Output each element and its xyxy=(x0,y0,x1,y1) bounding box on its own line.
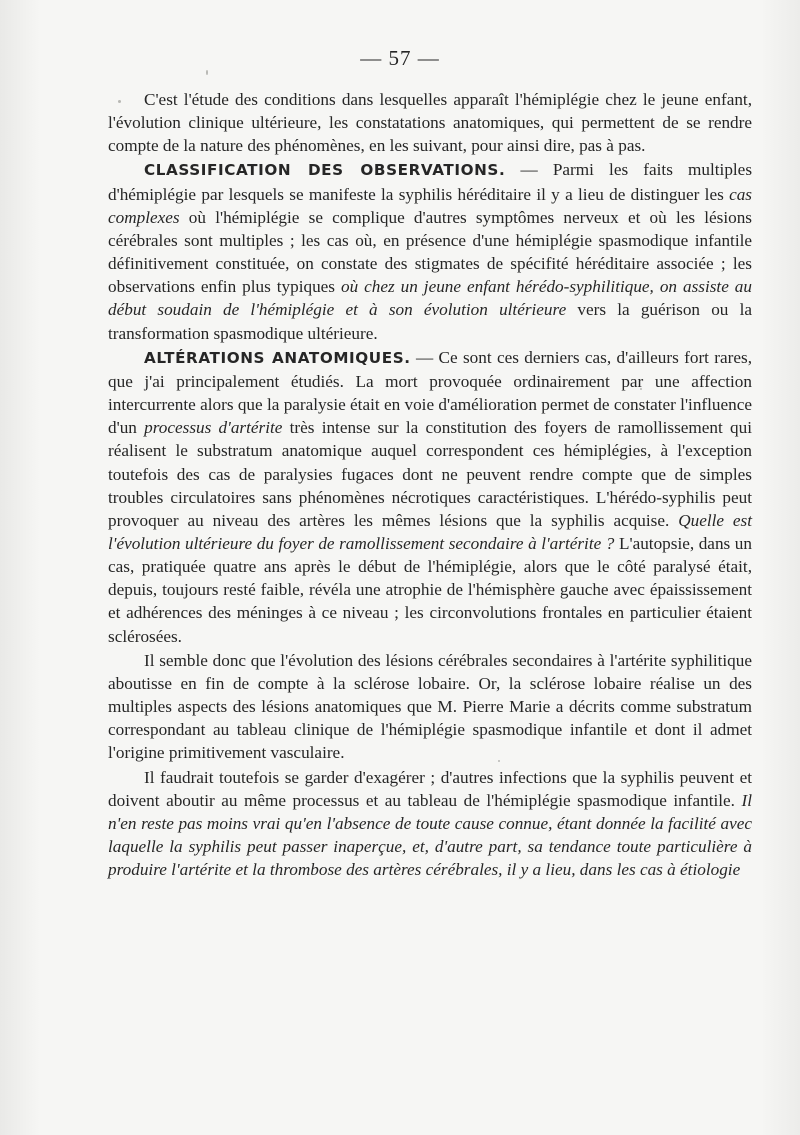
classification-text-3: vers la guérison ou la transformation spasmodique ultérieure. xyxy=(108,300,753,343)
section-heading-classification: CLASSIFICATION DES OBSERVATIONS. xyxy=(144,161,506,180)
classification-text-1: — Parmi les faits multiples d'hémiplégie par lesquels se manifeste la syphilis héréditaire il y a lieu de distinguer les xyxy=(108,160,753,204)
sclerose-text: Il semble donc que l'évolution des lésions cérébrales secondaires à l'artérite syphilitique aboutisse en fin de compte à la sclérose lobaire. Or, la sclérose lobaire réalise un des multiples aspects des lésions anatomiques que M. Pierre Marie a décrits comme substratum correspondant au tableau clinique de l'hémiplégie spasmodique infantile et dont il admet l'origine primitivement vasculaire. xyxy=(108,650,752,763)
section-heading-alterations: ALTÉRATIONS ANATOMIQUES. xyxy=(144,348,411,367)
paragraph-intro-text: C'est l'étude des conditions dans lesquelles apparaît l'hémiplégie chez le jeune enfant, l'évolution clinique ultérieure, les constatations anatomiques, qui permettent de se rendre compte de la nature des phénomènes, en les suivant, pour ainsi dire, pas à pas. xyxy=(108,90,752,156)
body-text xyxy=(108,88,752,881)
infections-italic-1: Il n'en reste pas moins vrai qu'en l'absence de toute cause connue, étant donnée la facilité avec laquelle la syphilis peut passer inaperçue, et, d'autre part, sa tendance toute particulière à produire l'artérite et la thrombose des artères cérébrales, il y a lieu, dans les cas à étiologie xyxy=(108,790,752,880)
classification-text-2: où l'hémiplégie se complique d'autres symptômes nerveux et où les lésions cérébrales sont multiples ; les cas où, en présence d'une hémiplégie spasmodique infantile définitivement constituée, on constate des stigmates de spécifité héréditaire associée ; les observations enfin plus typiques xyxy=(108,207,752,297)
alterations-text-3: L'autopsie, dans un cas, pratiquée quatre ans après le début de l'hémiplégie, alors que le côté paralysé était, depuis, toujours resté faible, révéla une atrophie de l'hémisphère gauche avec épaississement et adhérences des méninges à ce niveau ; les circonvolutions frontales en particulier étaient sclérosées. xyxy=(108,533,752,646)
alterations-text-2: très intense sur la constitution des foyers de ramollissement qui réalisent le substratum anatomique auquel correspondent ces hémiplégies, à l'exception toutefois des cas de paralysies fugaces dont ne peuvent rendre compte que de simples troubles circulatoires sans phénomènes nécrotiques caractéristiques. L'hérédo-syphilis peut provoquer au niveau des artères les mêmes lésions que la syphilis acquise. xyxy=(108,418,752,530)
alterations-text-1: — Ce sont ces derniers cas, d'ailleurs fort rares, que j'ai principalement étudiés. La mort provoquée ordinairement par une affection intercurrente alors que la paralysie était en voie d'amélioration permet de constater l'influence d'un xyxy=(108,347,752,438)
paragraph-sclerose xyxy=(108,649,752,765)
page-number: — 57 — xyxy=(360,46,440,70)
classification-italic-1: cas complexes xyxy=(108,184,752,227)
infections-text-1: Il faudrait toutefois se garder d'exagérer ; d'autres infections que la syphilis peuvent et doivent aboutir au même processus et au tableau de l'hémiplégie spasmodique infantile. xyxy=(108,767,752,810)
paragraph-alterations xyxy=(108,346,752,648)
classification-italic-2: où chez un jeune enfant hérédo-syphilitique, on assiste au début soudain de l'hémiplégie et à son évolution ultérieure xyxy=(108,277,752,320)
alterations-italic-2: Quelle est l'évolution ultérieure du foyer de ramollissement secondaire à l'artérite ? xyxy=(108,510,752,553)
alterations-italic-1: processus d'artérite xyxy=(144,418,283,438)
paragraph-infections xyxy=(108,766,752,882)
paragraph-intro xyxy=(108,88,752,157)
paragraph-classification xyxy=(108,158,752,344)
